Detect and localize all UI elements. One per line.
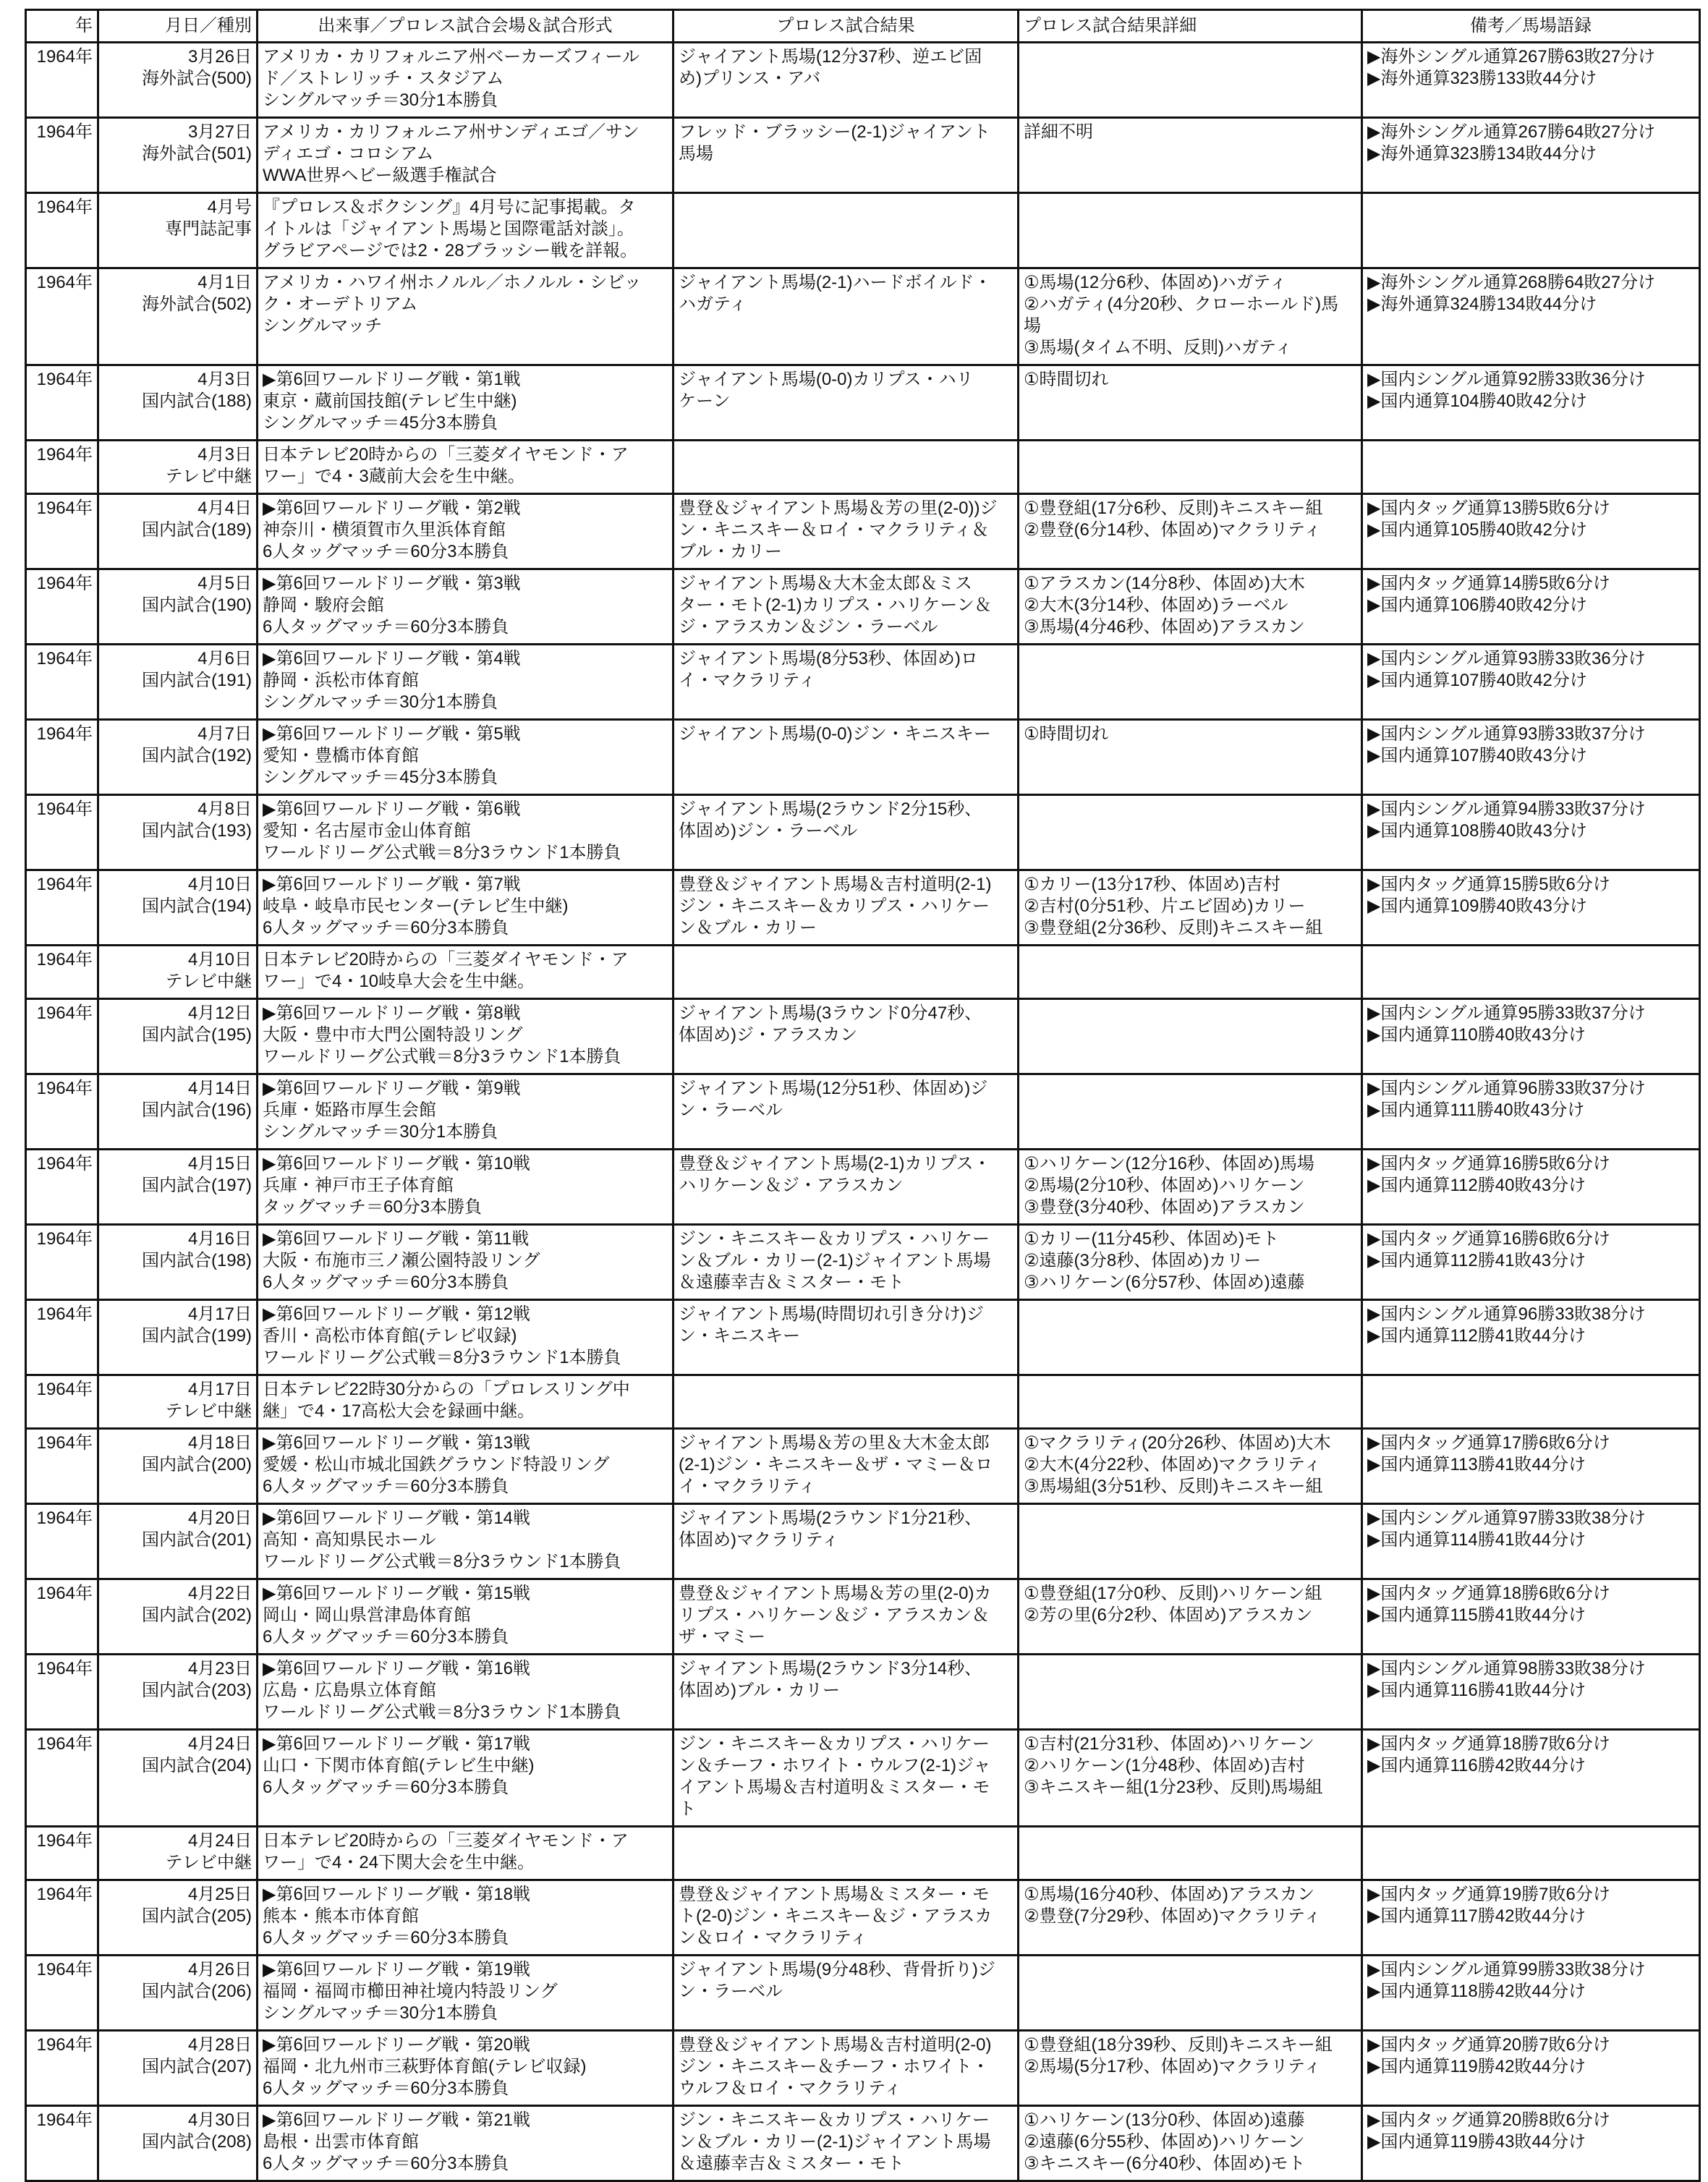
table-row — [26, 1150, 1700, 1225]
result-cell: 豊登＆ジャイアント馬場＆吉村道明(2-1) ジン・キニスキー＆カリプス・ハリケー ン＆ブル・カリー — [674, 870, 1019, 946]
date-type-cell: 4月17日 国内試合(199) — [98, 1300, 258, 1375]
notes-cell: ▶国内タッグ通算16勝5敗6分け ▶国内通算112勝40敗43分け — [1362, 1150, 1700, 1225]
date-type-cell: 4月1日 海外試合(502) — [98, 268, 258, 365]
result-detail-cell: ①ハリケーン(13分0秒、体固め)遠藤 ②遠藤(6分55秒、体固め)ハリケーン ③キニスキー(6分40秒、体固め)モト — [1019, 2106, 1362, 2181]
year-cell: 1964年 — [26, 1074, 98, 1150]
result-detail-cell: ①豊登組(17分6秒、反則)キニスキー組 ②豊登(6分14秒、体固め)マクラリティ — [1019, 494, 1362, 569]
date-type-cell: 4月8日 国内試合(193) — [98, 795, 258, 870]
table-row — [26, 1504, 1700, 1579]
notes-cell: ▶国内シングル通算93勝33敗36分け ▶国内通算107勝40敗42分け — [1362, 645, 1700, 720]
table-row — [26, 494, 1700, 569]
event-cell: ▶第6回ワールドリーグ戦・第6戦 愛知・名古屋市金山体育館 ワールドリーグ公式戦＝8分3ラウンド1本勝負 — [258, 795, 674, 870]
event-cell: ▶第6回ワールドリーグ戦・第10戦 兵庫・神戸市王子体育館 タッグマッチ＝60分3本勝負 — [258, 1150, 674, 1225]
event-cell: ▶第6回ワールドリーグ戦・第18戦 熊本・熊本市体育館 6人タッグマッチ＝60分3本勝負 — [258, 1880, 674, 1956]
result-cell: ジャイアント馬場(12分51秒、体固め)ジ ン・ラーベル — [674, 1074, 1019, 1150]
result-detail-cell — [1019, 645, 1362, 720]
header-year: 年 — [26, 10, 98, 43]
notes-cell — [1362, 193, 1700, 268]
result-cell: 豊登＆ジャイアント馬場＆芳の里(2-0)カ リプス・ハリケーン＆ジ・アラスカン＆ ザ・マミー — [674, 1579, 1019, 1655]
result-detail-cell — [1019, 193, 1362, 268]
notes-cell: ▶国内シングル通算98勝33敗38分け ▶国内通算116勝41敗44分け — [1362, 1655, 1700, 1730]
header-date-type: 月日／種別 — [98, 10, 258, 43]
event-cell: 日本テレビ20時からの「三菱ダイヤモンド・ア ワー」で4・3蔵前大会を生中継。 — [258, 441, 674, 494]
date-type-cell: 4月12日 国内試合(195) — [98, 999, 258, 1074]
table-row — [26, 1225, 1700, 1300]
table-row — [26, 645, 1700, 720]
event-cell: 日本テレビ22時30分からの「プロレスリング中 継」で4・17高松大会を録画中継。 — [258, 1375, 674, 1429]
result-detail-cell: ①時間切れ — [1019, 365, 1362, 441]
year-cell: 1964年 — [26, 1730, 98, 1827]
notes-cell: ▶国内タッグ通算19勝7敗6分け ▶国内通算117勝42敗44分け — [1362, 1880, 1700, 1956]
year-cell: 1964年 — [26, 946, 98, 999]
result-detail-cell: ①カリー(13分17秒、体固め)吉村 ②吉村(0分51秒、片エビ固め)カリー ③豊登組(2分36秒、反則)キニスキー組 — [1019, 870, 1362, 946]
year-cell: 1964年 — [26, 1579, 98, 1655]
notes-cell: ▶国内シングル通算97勝33敗38分け ▶国内通算114勝41敗44分け — [1362, 1504, 1700, 1579]
date-type-cell: 4月4日 国内試合(189) — [98, 494, 258, 569]
year-cell: 1964年 — [26, 870, 98, 946]
notes-cell: ▶海外シングル通算267勝64敗27分け ▶海外通算323勝134敗44分け — [1362, 118, 1700, 193]
result-detail-cell: ①時間切れ — [1019, 720, 1362, 795]
result-detail-cell — [1019, 43, 1362, 118]
event-cell: ▶第6回ワールドリーグ戦・第14戦 高知・高知県民ホール ワールドリーグ公式戦＝8分3ラウンド1本勝負 — [258, 1504, 674, 1579]
date-type-cell: 4月20日 国内試合(201) — [98, 1504, 258, 1579]
year-cell: 1964年 — [26, 1827, 98, 1880]
result-detail-cell: ①馬場(12分6秒、体固め)ハガティ ②ハガティ(4分20秒、クローホールド)馬 場 ③馬場(タイム不明、反則)ハガティ — [1019, 268, 1362, 365]
result-detail-cell: ①ハリケーン(12分16秒、体固め)馬場 ②馬場(2分10秒、体固め)ハリケーン ③豊登(3分40秒、体固め)アラスカン — [1019, 1150, 1362, 1225]
table-row — [26, 1730, 1700, 1827]
result-cell: ジン・キニスキー＆カリプス・ハリケー ン＆ブル・カリー(2-1)ジャイアント馬場 ＆遠藤幸吉＆ミスター・モト — [674, 2106, 1019, 2181]
date-type-cell: 3月27日 海外試合(501) — [98, 118, 258, 193]
date-type-cell: 4月7日 国内試合(192) — [98, 720, 258, 795]
year-cell: 1964年 — [26, 645, 98, 720]
table-row — [26, 1579, 1700, 1655]
notes-cell — [1362, 946, 1700, 999]
year-cell: 1964年 — [26, 268, 98, 365]
date-type-cell: 4月6日 国内試合(191) — [98, 645, 258, 720]
date-type-cell: 4月3日 テレビ中継 — [98, 441, 258, 494]
result-detail-cell: ①アラスカン(14分8秒、体固め)大木 ②大木(3分14秒、体固め)ラーベル ③馬場(4分46秒、体固め)アラスカン — [1019, 569, 1362, 645]
event-cell: ▶第6回ワールドリーグ戦・第13戦 愛媛・松山市城北国鉄グラウンド特設リング 6人タッグマッチ＝60分3本勝負 — [258, 1429, 674, 1504]
year-cell: 1964年 — [26, 1150, 98, 1225]
event-cell: アメリカ・カリフォルニア州ベーカーズフィール ド／ストレリッチ・スタジアム シングルマッチ＝30分1本勝負 — [258, 43, 674, 118]
date-type-cell: 4月10日 国内試合(194) — [98, 870, 258, 946]
event-cell: ▶第6回ワールドリーグ戦・第7戦 岐阜・岐阜市民センター(テレビ生中継) 6人タッグマッチ＝60分3本勝負 — [258, 870, 674, 946]
notes-cell: ▶国内タッグ通算13勝5敗6分け ▶国内通算105勝40敗42分け — [1362, 494, 1700, 569]
year-cell: 1964年 — [26, 441, 98, 494]
date-type-cell: 4月3日 国内試合(188) — [98, 365, 258, 441]
table-row — [26, 365, 1700, 441]
date-type-cell: 4月22日 国内試合(202) — [98, 1579, 258, 1655]
result-cell: 豊登＆ジャイアント馬場＆芳の里(2-0))ジ ン・キニスキー＆ロイ・マクラリティ＆ ブル・カリー — [674, 494, 1019, 569]
notes-cell: ▶海外シングル通算267勝63敗27分け ▶海外通算323勝133敗44分け — [1362, 43, 1700, 118]
notes-cell: ▶国内タッグ通算20勝8敗6分け ▶国内通算119勝43敗44分け — [1362, 2106, 1700, 2181]
event-cell: ▶第6回ワールドリーグ戦・第8戦 大阪・豊中市大門公園特設リング ワールドリーグ公式戦＝8分3ラウンド1本勝負 — [258, 999, 674, 1074]
notes-cell: ▶国内シングル通算94勝33敗37分け ▶国内通算108勝40敗43分け — [1362, 795, 1700, 870]
result-detail-cell: 詳細不明 — [1019, 118, 1362, 193]
table-row — [26, 118, 1700, 193]
year-cell: 1964年 — [26, 1300, 98, 1375]
notes-cell: ▶国内タッグ通算14勝5敗6分け ▶国内通算106勝40敗42分け — [1362, 569, 1700, 645]
date-type-cell: 4月30日 国内試合(208) — [98, 2106, 258, 2181]
date-type-cell: 4月10日 テレビ中継 — [98, 946, 258, 999]
date-type-cell: 4月16日 国内試合(198) — [98, 1225, 258, 1300]
header-event: 出来事／プロレス試合会場＆試合形式 — [258, 10, 674, 43]
year-cell: 1964年 — [26, 1880, 98, 1956]
result-cell: ジン・キニスキー＆カリプス・ハリケー ン＆ブル・カリー(2-1)ジャイアント馬場 ＆遠藤幸吉＆ミスター・モト — [674, 1225, 1019, 1300]
year-cell: 1964年 — [26, 494, 98, 569]
date-type-cell: 4月5日 国内試合(190) — [98, 569, 258, 645]
event-cell: ▶第6回ワールドリーグ戦・第20戦 福岡・北九州市三萩野体育館(テレビ収録) 6人タッグマッチ＝60分3本勝負 — [258, 2031, 674, 2106]
header-row — [26, 10, 1700, 43]
date-type-cell: 4月23日 国内試合(203) — [98, 1655, 258, 1730]
date-type-cell: 4月26日 国内試合(206) — [98, 1956, 258, 2031]
table-row — [26, 720, 1700, 795]
table-row — [26, 193, 1700, 268]
notes-cell: ▶国内タッグ通算18勝6敗6分け ▶国内通算115勝41敗44分け — [1362, 1579, 1700, 1655]
result-cell: ジャイアント馬場(3ラウンド0分47秒、 体固め)ジ・アラスカン — [674, 999, 1019, 1074]
event-cell: ▶第6回ワールドリーグ戦・第5戦 愛知・豊橋市体育館 シングルマッチ＝45分3本勝負 — [258, 720, 674, 795]
event-cell: ▶第6回ワールドリーグ戦・第11戦 大阪・布施市三ノ瀬公園特設リング 6人タッグマッチ＝60分3本勝負 — [258, 1225, 674, 1300]
result-cell — [674, 1827, 1019, 1880]
event-cell: ▶第6回ワールドリーグ戦・第21戦 島根・出雲市体育館 6人タッグマッチ＝60分3本勝負 — [258, 2106, 674, 2181]
result-detail-cell — [1019, 1375, 1362, 1429]
result-detail-cell — [1019, 1827, 1362, 1880]
table-row — [26, 1429, 1700, 1504]
date-type-cell: 4月28日 国内試合(207) — [98, 2031, 258, 2106]
result-detail-cell: ①カリー(11分45秒、体固め)モト ②遠藤(3分8秒、体固め)カリー ③ハリケーン(6分57秒、体固め)遠藤 — [1019, 1225, 1362, 1300]
result-detail-cell — [1019, 795, 1362, 870]
table-row — [26, 1956, 1700, 2031]
year-cell: 1964年 — [26, 1375, 98, 1429]
notes-cell: ▶国内シングル通算99勝33敗38分け ▶国内通算118勝42敗44分け — [1362, 1956, 1700, 2031]
header-result: プロレス試合結果 — [674, 10, 1019, 43]
event-cell: ▶第6回ワールドリーグ戦・第16戦 広島・広島県立体育館 ワールドリーグ公式戦＝8分3ラウンド1本勝負 — [258, 1655, 674, 1730]
year-cell: 1964年 — [26, 365, 98, 441]
result-detail-cell — [1019, 1655, 1362, 1730]
result-cell: 豊登＆ジャイアント馬場(2-1)カリプス・ ハリケーン＆ジ・アラスカン — [674, 1150, 1019, 1225]
result-detail-cell — [1019, 441, 1362, 494]
result-cell: 豊登＆ジャイアント馬場＆吉村道明(2-0) ジン・キニスキー＆チーフ・ホワイト・ ウルフ＆ロイ・マクラリティ — [674, 2031, 1019, 2106]
table-row — [26, 1827, 1700, 1880]
event-cell: ▶第6回ワールドリーグ戦・第15戦 岡山・岡山県営津島体育館 6人タッグマッチ＝60分3本勝負 — [258, 1579, 674, 1655]
table-row — [26, 569, 1700, 645]
table-row — [26, 2031, 1700, 2106]
date-type-cell: 4月14日 国内試合(196) — [98, 1074, 258, 1150]
event-cell: 日本テレビ20時からの「三菱ダイヤモンド・ア ワー」で4・10岐阜大会を生中継。 — [258, 946, 674, 999]
result-cell: ジャイアント馬場(8分53秒、体固め)ロ イ・マクラリティ — [674, 645, 1019, 720]
result-detail-cell: ①吉村(21分31秒、体固め)ハリケーン ②ハリケーン(1分48秒、体固め)吉村 ③キニスキー組(1分23秒、反則)馬場組 — [1019, 1730, 1362, 1827]
table-row — [26, 268, 1700, 365]
table-row — [26, 1300, 1700, 1375]
result-detail-cell: ①マクラリティ(20分26秒、体固め)大木 ②大木(4分22秒、体固め)マクラリティ ③馬場組(3分51秒、反則)キニスキー組 — [1019, 1429, 1362, 1504]
result-cell: ジャイアント馬場(2ラウンド3分14秒、 体固め)ブル・カリー — [674, 1655, 1019, 1730]
result-cell: ジャイアント馬場＆大木金太郎＆ミス ター・モト(2-1)カリプス・ハリケーン＆ ジ・アラスカン＆ジン・ラーベル — [674, 569, 1019, 645]
date-type-cell: 4月18日 国内試合(200) — [98, 1429, 258, 1504]
notes-cell: ▶国内シングル通算95勝33敗37分け ▶国内通算110勝40敗43分け — [1362, 999, 1700, 1074]
table-body — [26, 43, 1700, 2181]
notes-cell: ▶国内シングル通算96勝33敗37分け ▶国内通算111勝40敗43分け — [1362, 1074, 1700, 1150]
date-type-cell: 4月15日 国内試合(197) — [98, 1150, 258, 1225]
table-row — [26, 999, 1700, 1074]
year-cell: 1964年 — [26, 569, 98, 645]
notes-cell — [1362, 1827, 1700, 1880]
result-cell: ジャイアント馬場(0-0)カリプス・ハリ ケーン — [674, 365, 1019, 441]
result-cell — [674, 193, 1019, 268]
notes-cell: ▶国内タッグ通算17勝6敗6分け ▶国内通算113勝41敗44分け — [1362, 1429, 1700, 1504]
notes-cell: ▶国内シングル通算92勝33敗36分け ▶国内通算104勝40敗42分け — [1362, 365, 1700, 441]
event-cell: ▶第6回ワールドリーグ戦・第4戦 静岡・浜松市体育館 シングルマッチ＝30分1本勝負 — [258, 645, 674, 720]
header-result-detail: プロレス試合結果詳細 — [1019, 10, 1362, 43]
event-cell: ▶第6回ワールドリーグ戦・第19戦 福岡・福岡市櫛田神社境内特設リング シングルマッチ＝30分1本勝負 — [258, 1956, 674, 2031]
result-cell: ジャイアント馬場(12分37秒、逆エビ固 め)プリンス・アバ — [674, 43, 1019, 118]
year-cell: 1964年 — [26, 999, 98, 1074]
result-cell: 豊登＆ジャイアント馬場＆ミスター・モ ト(2-0)ジン・キニスキー＆ジ・アラスカ ン＆ロイ・マクラリティ — [674, 1880, 1019, 1956]
result-detail-cell — [1019, 1300, 1362, 1375]
notes-cell — [1362, 441, 1700, 494]
result-detail-cell: ①豊登組(17分0秒、反則)ハリケーン組 ②芳の里(6分2秒、体固め)アラスカン — [1019, 1579, 1362, 1655]
notes-cell: ▶国内タッグ通算18勝7敗6分け ▶国内通算116勝42敗44分け — [1362, 1730, 1700, 1827]
year-cell: 1964年 — [26, 1429, 98, 1504]
year-cell: 1964年 — [26, 2031, 98, 2106]
result-cell: ジャイアント馬場(2-1)ハードボイルド・ ハガティ — [674, 268, 1019, 365]
table-row — [26, 1074, 1700, 1150]
result-cell: ジャイアント馬場(2ラウンド2分15秒、 体固め)ジン・ラーベル — [674, 795, 1019, 870]
result-cell: フレッド・ブラッシー(2-1)ジャイアント 馬場 — [674, 118, 1019, 193]
table-row — [26, 946, 1700, 999]
result-detail-cell — [1019, 1074, 1362, 1150]
notes-cell: ▶国内タッグ通算15勝5敗6分け ▶国内通算109勝40敗43分け — [1362, 870, 1700, 946]
table-row — [26, 1880, 1700, 1956]
table-row — [26, 795, 1700, 870]
result-detail-cell — [1019, 946, 1362, 999]
result-detail-cell: ①豊登組(18分39秒、反則)キニスキー組 ②馬場(5分17秒、体固め)マクラリティ — [1019, 2031, 1362, 2106]
notes-cell — [1362, 1375, 1700, 1429]
date-type-cell: 4月24日 テレビ中継 — [98, 1827, 258, 1880]
result-cell — [674, 441, 1019, 494]
event-cell: 『プロレス＆ボクシング』4月号に記事掲載。タ イトルは「ジャイアント馬場と国際電話対談」。 グラビアページでは2・28ブラッシー戦を詳報。 — [258, 193, 674, 268]
event-cell: ▶第6回ワールドリーグ戦・第1戦 東京・蔵前国技館(テレビ生中継) シングルマッチ＝45分3本勝負 — [258, 365, 674, 441]
notes-cell: ▶国内タッグ通算16勝6敗6分け ▶国内通算112勝41敗43分け — [1362, 1225, 1700, 1300]
year-cell: 1964年 — [26, 2106, 98, 2181]
event-cell: アメリカ・カリフォルニア州サンディエゴ／サン ディエゴ・コロシアム WWA世界ヘビー級選手権試合 — [258, 118, 674, 193]
event-cell: ▶第6回ワールドリーグ戦・第17戦 山口・下関市体育館(テレビ生中継) 6人タッグマッチ＝60分3本勝負 — [258, 1730, 674, 1827]
result-detail-cell — [1019, 999, 1362, 1074]
year-cell: 1964年 — [26, 1655, 98, 1730]
result-cell: ジャイアント馬場＆芳の里＆大木金太郎 (2-1)ジン・キニスキー＆ザ・マミー＆ロ イ・マクラリティ — [674, 1429, 1019, 1504]
result-cell — [674, 1375, 1019, 1429]
result-cell: ジャイアント馬場(2ラウンド1分21秒、 体固め)マクラリティ — [674, 1504, 1019, 1579]
result-cell — [674, 946, 1019, 999]
date-type-cell: 4月25日 国内試合(205) — [98, 1880, 258, 1956]
year-cell: 1964年 — [26, 720, 98, 795]
year-cell: 1964年 — [26, 43, 98, 118]
notes-cell: ▶国内シングル通算96勝33敗38分け ▶国内通算112勝41敗44分け — [1362, 1300, 1700, 1375]
table-row — [26, 1655, 1700, 1730]
notes-cell: ▶国内タッグ通算20勝7敗6分け ▶国内通算119勝42敗44分け — [1362, 2031, 1700, 2106]
result-cell: ジャイアント馬場(0-0)ジン・キニスキー — [674, 720, 1019, 795]
table-row — [26, 43, 1700, 118]
result-cell: ジン・キニスキー＆カリプス・ハリケー ン＆チーフ・ホワイト・ウルフ(2-1)ジャ イアント馬場＆吉村道明＆ミスター・モ ト — [674, 1730, 1019, 1827]
notes-cell: ▶海外シングル通算268勝64敗27分け ▶海外通算324勝134敗44分け — [1362, 268, 1700, 365]
event-cell: 日本テレビ20時からの「三菱ダイヤモンド・ア ワー」で4・24下関大会を生中継。 — [258, 1827, 674, 1880]
result-detail-cell — [1019, 1504, 1362, 1579]
date-type-cell: 4月17日 テレビ中継 — [98, 1375, 258, 1429]
result-detail-cell — [1019, 1956, 1362, 2031]
year-cell: 1964年 — [26, 1225, 98, 1300]
notes-cell: ▶国内シングル通算93勝33敗37分け ▶国内通算107勝40敗43分け — [1362, 720, 1700, 795]
year-cell: 1964年 — [26, 795, 98, 870]
event-cell: ▶第6回ワールドリーグ戦・第3戦 静岡・駿府会館 6人タッグマッチ＝60分3本勝負 — [258, 569, 674, 645]
year-cell: 1964年 — [26, 1956, 98, 2031]
date-type-cell: 4月24日 国内試合(204) — [98, 1730, 258, 1827]
year-cell: 1964年 — [26, 118, 98, 193]
year-cell: 1964年 — [26, 1504, 98, 1579]
date-type-cell: 4月号 専門誌記事 — [98, 193, 258, 268]
table-row — [26, 2106, 1700, 2181]
header-notes: 備考／馬場語録 — [1362, 10, 1700, 43]
event-cell: アメリカ・ハワイ州ホノルル／ホノルル・シビッ ク・オーデトリアム シングルマッチ — [258, 268, 674, 365]
result-cell: ジャイアント馬場(9分48秒、背骨折り)ジ ン・ラーベル — [674, 1956, 1019, 2031]
match-record-table — [25, 9, 1701, 2182]
year-cell: 1964年 — [26, 193, 98, 268]
table-row — [26, 870, 1700, 946]
table-row — [26, 1375, 1700, 1429]
result-detail-cell: ①馬場(16分40秒、体固め)アラスカン ②豊登(7分29秒、体固め)マクラリティ — [1019, 1880, 1362, 1956]
event-cell: ▶第6回ワールドリーグ戦・第2戦 神奈川・横須賀市久里浜体育館 6人タッグマッチ＝60分3本勝負 — [258, 494, 674, 569]
event-cell: ▶第6回ワールドリーグ戦・第9戦 兵庫・姫路市厚生会館 シングルマッチ＝30分1本勝負 — [258, 1074, 674, 1150]
result-cell: ジャイアント馬場(時間切れ引き分け)ジ ン・キニスキー — [674, 1300, 1019, 1375]
date-type-cell: 3月26日 海外試合(500) — [98, 43, 258, 118]
event-cell: ▶第6回ワールドリーグ戦・第12戦 香川・高松市体育館(テレビ収録) ワールドリーグ公式戦＝8分3ラウンド1本勝負 — [258, 1300, 674, 1375]
table-row — [26, 441, 1700, 494]
